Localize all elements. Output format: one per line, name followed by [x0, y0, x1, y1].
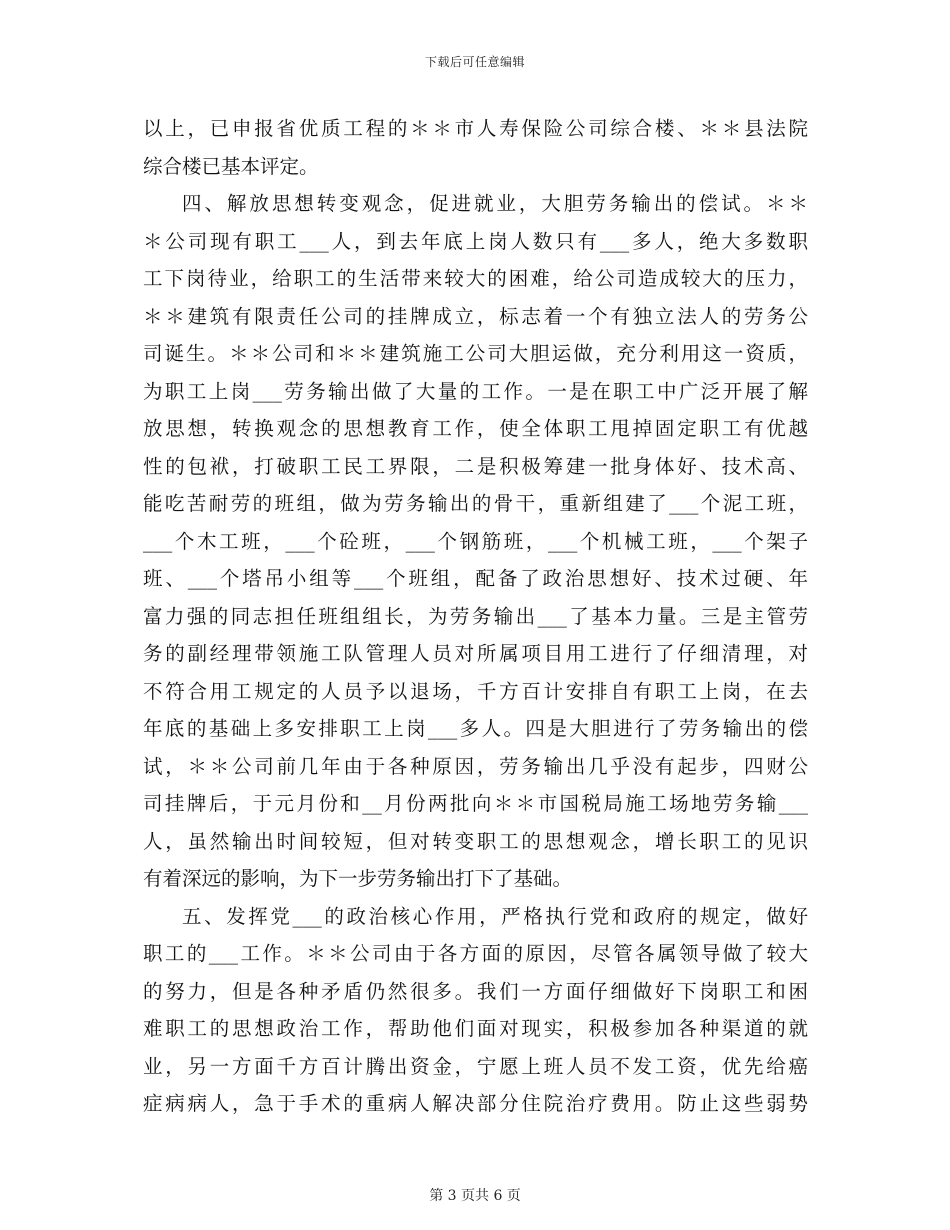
paragraph-start-line: 五、发挥党___的政治核心作用，严格执行党和政府的规定，做好	[182, 904, 808, 928]
body-line: 能吃苦耐劳的班组，做为劳务输出的骨干，重新组建了___个泥工班，	[143, 492, 808, 515]
body-line: 人，虽然输出时间较短，但对转变职工的思想观念，增长职工的见识	[143, 829, 808, 853]
document-body	[143, 110, 808, 1123]
body-line: 司挂牌后，于元月份和__月份两批向＊＊市国税局施工场地劳务输___	[143, 792, 808, 815]
body-line: 放思想，转换观念的思想教育工作，使全体职工甩掉固定职工有优越	[143, 417, 808, 440]
body-line: ＊公司现有职工___人，到去年底上岗人数只有___多人，绝大多数职	[143, 229, 808, 253]
body-line: 富力强的同志担任班组组长，为劳务输出___了基本力量。三是主管劳	[143, 604, 808, 628]
body-line: 综合楼已基本评定。	[143, 154, 319, 178]
body-line: 工下岗待业，给职工的生活带来较大的困难，给公司造成较大的压力，	[143, 267, 808, 290]
body-line: 职工的___工作。＊＊公司由于各方面的原因，尽管各属领导做了较大	[143, 942, 808, 965]
body-line: 业，另一方面千方百计腾出资金，宁愿上班人员不发工资，优先给癌	[143, 1054, 808, 1078]
body-line: 不符合用工规定的人员予以退场，千方百计安排自有职工上岗，在去	[143, 679, 808, 703]
body-line: 试，＊＊公司前几年由于各种原因，劳务输出几乎没有起步，四财公	[143, 754, 808, 778]
body-line: 有着深远的影响，为下一步劳务输出打下了基础。	[143, 867, 573, 890]
body-line: 务的副经理带领施工队管理人员对所属项目用工进行了仔细清理，对	[143, 642, 808, 665]
body-line: 的努力，但是各种矛盾仍然很多。我们一方面仔细做好下岗职工和困	[143, 979, 808, 1003]
page-number: 第 3 页共 6 页	[429, 1188, 521, 1204]
paragraph-start-line: 四、解放思想转变观念，促进就业，大胆劳务输出的偿试。＊＊	[182, 192, 808, 215]
body-line: 为职工上岗___劳务输出做了大量的工作。一是在职工中广泛开展了解	[143, 379, 808, 403]
body-line: ＊＊建筑有限责任公司的挂牌成立，标志着一个有独立法人的劳务公	[143, 304, 808, 328]
body-line: 难职工的思想政治工作，帮助他们面对现实，积极参加各种渠道的就	[143, 1017, 808, 1040]
body-line: 司诞生。＊＊公司和＊＊建筑施工公司大胆运做，充分利用这一资质，	[143, 342, 808, 365]
body-line: 症病病人，急于手术的重病人解决部分住院治疗费用。防止这些弱势	[143, 1092, 808, 1115]
body-line: 年底的基础上多安排职工上岗___多人。四是大胆进行了劳务输出的偿	[143, 717, 808, 740]
body-line: ___个木工班，___个砼班，___个钢筋班，___个机械工班，___个架子	[143, 529, 808, 553]
body-line: 性的包袱，打破职工民工界限，二是积极筹建一批身体好、技术高、	[143, 454, 808, 478]
body-line: 以上，已申报省优质工程的＊＊市人寿保险公司综合楼、＊＊县法院	[143, 117, 808, 140]
body-line: 班、___个塔吊小组等___个班组，配备了政治思想好、技术过硬、年	[143, 567, 808, 590]
page-header: 下载后可任意编辑	[424, 55, 525, 69]
